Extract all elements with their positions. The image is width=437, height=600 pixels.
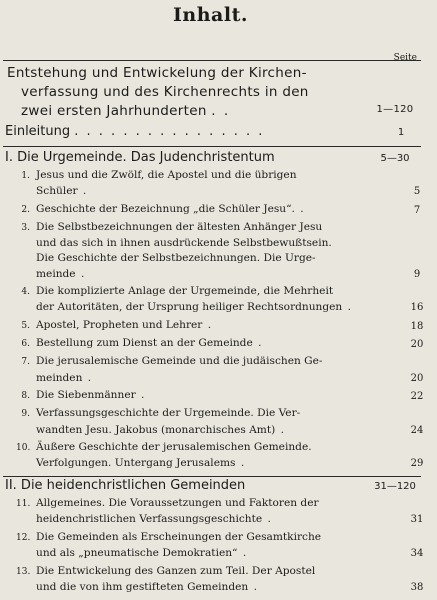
section-title: II. Die heidenchristlichen Gemeinden (5, 478, 246, 493)
entry-line (16, 440, 421, 456)
toc-entry (16, 530, 424, 561)
entry-line (16, 236, 421, 251)
page-number: 31—120 (374, 481, 416, 492)
divider (3, 60, 421, 61)
toc-entry (16, 564, 424, 595)
entry-line: 5. Apostel, Propheten und Lehrer . (16, 318, 421, 334)
entry-line (16, 564, 421, 580)
toc-entry (16, 220, 421, 282)
entry-text: Die Entwickelung des Ganzen zum Teil. Der Apostel (36, 564, 316, 577)
entry-line: meinden . (36, 371, 94, 384)
divider (3, 476, 421, 477)
toc-entry (16, 168, 421, 199)
entry-line: meinde . (36, 267, 87, 280)
entry-text: Die Selbstbezeichnungen der ältesten Anhänger Jesu (36, 221, 323, 233)
page-number: 20 (410, 339, 424, 350)
entry-line: wandten Jesu. Jakobus (monarchisches Amt) . (36, 423, 286, 436)
entry-line: heidenchristlichen Verfassungsgeschichte . (36, 513, 273, 526)
entry-text: Geschichte der Bezeichnung „die Schüler Jesu“. (36, 202, 295, 215)
entry-text: Die komplizierte Anlage der Urgemeinde, die Mehrheit (36, 285, 334, 297)
entry-text: Schüler (36, 185, 78, 198)
page-number: 18 (410, 320, 424, 332)
einleitung-entry: Einleitung . . . . . . . . . . . . . . . . 1 (5, 124, 421, 139)
entry-line: und als „pneumatische Demokratien“ . (36, 547, 249, 559)
part-line: verfassung und des Kirchenrechts in den (21, 84, 309, 100)
entry-number: 2. (21, 204, 30, 215)
toc-entry (16, 284, 424, 315)
entry-text: Die Siebenmänner (36, 389, 136, 401)
entry-text: heidenchristlichen Verfassungsgeschichte (36, 513, 263, 526)
entry-line (16, 284, 421, 300)
entry-line (16, 530, 421, 546)
entry-number: 10. (16, 443, 31, 453)
entry-text: Bestellung zum Dienst an der Gemeinde (36, 337, 253, 349)
entry-text: und das sich in ihnen ausdrückende Selbstbewußtsein. (36, 237, 332, 250)
entry-number: 12. (16, 532, 31, 543)
page-number: 22 (410, 391, 424, 402)
entry-line: der Autoritäten, der Ursprung heiliger Rechtsordnungen . (36, 301, 354, 314)
page-title: Inhalt. (173, 4, 248, 26)
page-number: 34 (410, 548, 424, 559)
entry-text: Verfassungsgeschichte der Urgemeinde. Die Ver- (36, 407, 301, 420)
page-number: 1 (397, 127, 405, 138)
toc-entry (16, 388, 424, 404)
entry-number: 3. (21, 223, 30, 233)
entry-text: Die jerusalemische Gemeinde und die judäischen Ge- (36, 355, 323, 368)
toc-entry (16, 336, 424, 352)
entry-number: 11. (16, 499, 31, 509)
page-number: 9 (413, 268, 421, 280)
page-number: 1—120 (376, 104, 414, 115)
section-entry-2 (5, 478, 421, 493)
entry-text: Jesus und die Zwölf, die Apostel und die übrigen (36, 169, 297, 181)
page-number: 5 (413, 186, 421, 198)
entry-line: 8. Die Siebenmänner . (16, 388, 421, 404)
entry-number: 5. (21, 320, 30, 331)
entry-number: 6. (21, 339, 30, 349)
entry-line: Schüler . (36, 185, 89, 198)
page-number: 7 (413, 204, 421, 216)
page-number: 24 (410, 424, 424, 436)
toc-entry (16, 440, 424, 471)
entry-text: meinden (36, 371, 83, 384)
entry-text: wandten Jesu. Jakobus (monarchisches Amt) (36, 423, 276, 436)
entry-text: Allgemeines. Die Voraussetzungen und Faktoren der (36, 497, 319, 509)
part-entry (7, 64, 421, 121)
entry-text: Die Geschichte der Selbstbezeichnungen. Die Urge- (36, 252, 316, 265)
entry-text: der Autoritäten, der Ursprung heiliger Rechtsordnungen (36, 301, 343, 314)
divider (3, 146, 421, 147)
page-number: 29 (410, 458, 424, 470)
page-number: 20 (410, 372, 424, 384)
page-number: 31 (410, 514, 424, 526)
entry-text: meinde (36, 267, 76, 280)
entry-line (16, 354, 421, 370)
part-line: zwei ersten Jahrhunderten . . (21, 103, 231, 119)
entry-line: 2. Geschichte der Bezeichnung „die Schüler Jesu“. . (16, 202, 421, 218)
entry-line (16, 220, 421, 236)
toc-entry (16, 406, 424, 437)
entry-text: Apostel, Propheten und Lehrer (36, 318, 203, 331)
entry-line: Verfolgungen. Untergang Jerusalems . (36, 457, 247, 470)
entry-number: 4. (21, 287, 30, 297)
toc-entry (16, 202, 421, 218)
entry-line: 6. Bestellung zum Dienst an der Gemeinde . (16, 336, 421, 352)
entry-line (16, 251, 421, 266)
entry-line (16, 168, 421, 184)
toc-entry (16, 318, 424, 334)
entry-text: Äußere Geschichte der jerusalemischen Gemeinde. (36, 441, 312, 453)
entry-text: und als „pneumatische Demokratien“ (36, 547, 238, 559)
section-title: I. Die Urgemeinde. Das Judenchristentum (5, 150, 275, 165)
entry-text: und die von ihm gestifteten Gemeinden (36, 580, 249, 593)
entry-text: Die Gemeinden als Erscheinungen der Gesamtkirche (36, 530, 322, 543)
page-number: 16 (410, 302, 424, 314)
entry-number: 13. (16, 566, 31, 577)
toc-entry (16, 354, 424, 385)
entry-number: 9. (21, 409, 30, 420)
entry-line: und die von ihm gestifteten Gemeinden . (36, 580, 259, 593)
part-line: Entstehung und Entwickelung der Kirchen- (7, 65, 307, 81)
entry-line (16, 406, 421, 422)
entry-number: 1. (21, 171, 30, 181)
page-number: 38 (410, 581, 424, 593)
toc-entry (16, 496, 424, 527)
section-entry-1 (5, 150, 421, 165)
entry-text: Verfolgungen. Untergang Jerusalems (36, 457, 236, 470)
entry-title: Einleitung (5, 124, 71, 139)
entry-number: 8. (21, 391, 30, 401)
entry-number: 7. (21, 357, 30, 368)
page-column-label: Seite (393, 53, 417, 63)
entry-line (16, 496, 421, 512)
page-number: 5—30 (380, 153, 410, 164)
